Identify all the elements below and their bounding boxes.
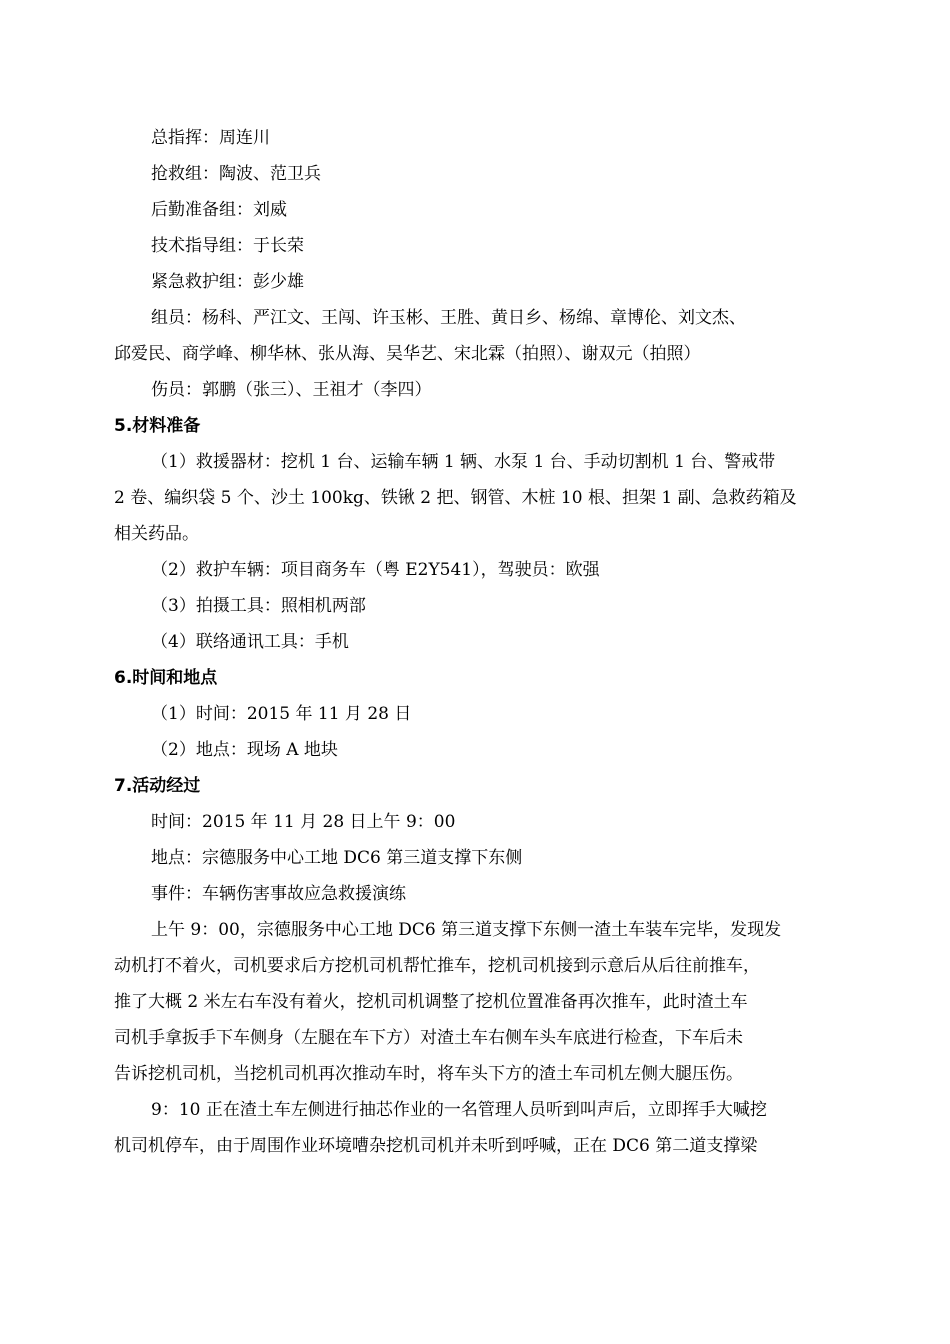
comms-line: （4）联络通讯工具：手机 — [151, 632, 349, 652]
event-place-line: 地点：宗德服务中心工地 DC6 第三道支撑下东侧 — [151, 848, 523, 868]
event-time-line: 时间：2015 年 11 月 28 日上午 9：00 — [151, 812, 456, 832]
camera-line: （3）拍摄工具：照相机两部 — [151, 596, 366, 616]
injured-line: 伤员：郭鹏（张三）、王祖才（李四） — [151, 380, 432, 400]
narrative-1-line-2: 动机打不着火，司机要求后方挖机司机帮忙推车，挖机司机接到示意后从后往前推车， — [114, 956, 760, 976]
narrative-1-line-5: 告诉挖机司机，当挖机司机再次推动车时，将车头下方的渣土车司机左侧大腿压伤。 — [114, 1064, 743, 1084]
section-5-heading: 5.材料准备 — [114, 416, 201, 436]
rescue-group-line: 抢救组：陶波、范卫兵 — [151, 164, 321, 184]
equipment-line-1: （1）救援器材：挖机 1 台、运输车辆 1 辆、水泵 1 台、手动切割机 1 台、警戒带 — [151, 452, 776, 472]
vehicle-line: （2）救护车辆：项目商务车（粤 E2Y541），驾驶员：欧强 — [151, 560, 600, 580]
date-line: （1）时间：2015 年 11 月 28 日 — [151, 704, 412, 724]
members-line-1: 组员：杨科、严江文、王闯、许玉彬、王胜、黄日乡、杨绵、章博伦、刘文杰、 — [151, 308, 746, 328]
narrative-2-line-2: 机司机停车，由于周围作业环境嘈杂挖机司机并未听到呼喊，正在 DC6 第二道支撑梁 — [114, 1136, 758, 1156]
narrative-2-line-1: 9：10 正在渣土车左侧进行抽芯作业的一名管理人员听到叫声后，立即挥手大喊挖 — [151, 1100, 767, 1120]
section-6-heading: 6.时间和地点 — [114, 668, 218, 688]
logistics-group-line: 后勤准备组：刘威 — [151, 200, 287, 220]
commander-line: 总指挥：周连川 — [151, 128, 270, 148]
emergency-group-line: 紧急救护组：彭少雄 — [151, 272, 304, 292]
location-line: （2）地点：现场 A 地块 — [151, 740, 338, 760]
document-body — [114, 120, 838, 1164]
narrative-1-line-3: 推了大概 2 米左右车没有着火，挖机司机调整了挖机位置准备再次推车，此时渣土车 — [114, 992, 748, 1012]
equipment-line-3: 相关药品。 — [114, 524, 199, 544]
tech-group-line: 技术指导组：于长荣 — [151, 236, 304, 256]
members-line-2: 邱爱民、商学峰、柳华林、张从海、吴华艺、宋北霖（拍照）、谢双元（拍照） — [114, 344, 701, 364]
equipment-line-2: 2 卷、编织袋 5 个、沙土 100kg、铁锹 2 把、钢管、木桩 10 根、担架 1 副、急救药箱及 — [114, 488, 797, 508]
narrative-1-line-1: 上午 9：00，宗德服务中心工地 DC6 第三道支撑下东侧一渣土车装车完毕，发现发 — [151, 920, 782, 940]
event-type-line: 事件：车辆伤害事故应急救援演练 — [151, 884, 406, 904]
section-7-heading: 7.活动经过 — [114, 776, 201, 796]
narrative-1-line-4: 司机手拿扳手下车侧身（左腿在车下方）对渣土车右侧车头车底进行检查，下车后未 — [114, 1028, 743, 1048]
